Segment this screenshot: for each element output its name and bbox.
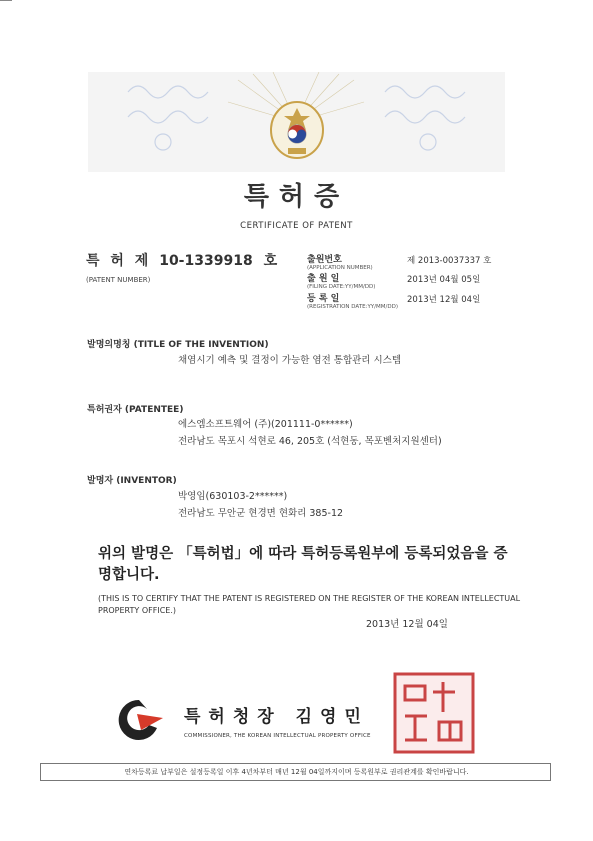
patent-number: 10-1339918 <box>159 253 253 269</box>
meta-label-en: (APPLICATION NUMBER) <box>307 265 373 271</box>
commissioner-title: 특허청장 김영민 <box>184 707 369 727</box>
meta-label-en: (FILING DATE:YY/MM/DD) <box>307 284 376 290</box>
declaration-en: (THIS IS TO CERTIFY THAT THE PATENT IS REGISTERED ON THE REGISTER OF THE KOREAN INTELLECTUAL PROPERTY OFFICE.) <box>98 594 521 615</box>
patentee-name: 에스엠소프트웨어 (주)(201111-0******) <box>178 419 353 430</box>
meta-label: 출원번호 <box>307 255 342 265</box>
commissioner-title-en: COMMISSIONER, THE KOREAN INTELLECTUAL PROPERTY OFFICE <box>184 733 371 739</box>
certificate-title: 특허증 <box>243 182 350 212</box>
national-emblem-icon <box>268 100 326 164</box>
meta-filing <box>307 271 375 290</box>
filing-date-value: 2013년 04월 05일 <box>407 275 481 285</box>
invention-title-label: 발명의명칭 (TITLE OF THE INVENTION) <box>87 340 269 350</box>
meta-label: 출 원 일 <box>307 274 340 284</box>
inventor-address: 전라남도 무안군 현경면 현화리 385-12 <box>178 508 344 519</box>
patentee-label: 특허권자 (PATENTEE) <box>87 405 184 415</box>
footer-note: 연차등록료 납부일은 설정등록일 이후 4년차부터 매년 12월 04일까지이며 등록원부로 권리관계를 확인바랍니다. <box>124 768 469 776</box>
registration-date-value: 2013년 12월 04일 <box>407 295 481 305</box>
invention-title-value: 채염시기 예측 및 결정이 가능한 염전 통합관리 시스템 <box>178 355 402 366</box>
patent-number-line <box>86 250 277 270</box>
inventor-name: 박영임(630103-2******) <box>178 491 288 502</box>
certificate-title-en: CERTIFICATE OF PATENT <box>240 221 353 231</box>
issue-date: 2013년 12월 04일 <box>366 619 448 630</box>
meta-label-en: (REGISTRATION DATE:YY/MM/DD) <box>307 304 398 310</box>
application-number-value: 제 2013-0037337 호 <box>407 256 492 266</box>
meta-label: 등 록 일 <box>307 294 340 304</box>
patentee-address: 전라남도 목포시 석현로 46, 205호 (석현동, 목포벤처지원센터) <box>178 436 442 447</box>
inventor-label: 발명자 (INVENTOR) <box>87 476 177 486</box>
patent-number-label-en: (PATENT NUMBER) <box>86 276 151 284</box>
patent-number-suffix: 호 <box>263 253 278 269</box>
page-edge-mark <box>0 0 12 1</box>
declaration-ko: 위의 발명은 「특허법」에 따라 특허등록원부에 등록되었음을 증명합니다. <box>98 546 508 583</box>
patent-label-ko: 특 허 제 <box>86 253 149 269</box>
meta-application <box>307 252 373 271</box>
meta-registration <box>307 291 398 310</box>
kipo-logo-icon <box>113 696 165 744</box>
official-seal-icon <box>393 672 475 754</box>
